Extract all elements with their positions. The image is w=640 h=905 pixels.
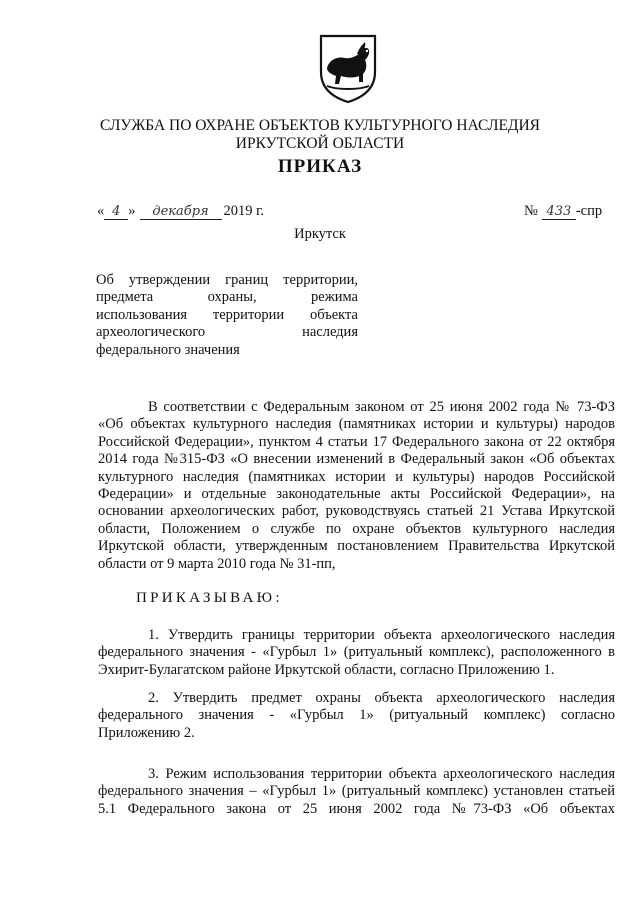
date-open-quote: « [97, 203, 105, 219]
order-word-prikazyvayu: ПРИКАЗЫВАЮ: [136, 590, 283, 606]
number-prefix: № [524, 203, 538, 219]
date-day-handwritten: 4 [104, 204, 128, 220]
subject-line: Об утверждении границ территории, [96, 272, 358, 288]
order-date [97, 203, 264, 220]
number-value-handwritten: 433 [542, 204, 576, 220]
subject-line: федерального значения [96, 341, 240, 358]
date-month-handwritten: декабря [140, 204, 222, 220]
order-item-2: 2. Утвердить предмет охраны объекта археологического наследия федерального значения - «Гурбыл 1» (ритуальный комплекс) согласно Приложению 2. [98, 690, 615, 741]
order-number [524, 203, 602, 220]
document-type-title: ПРИКАЗ [277, 156, 363, 177]
order-item-1: 1. Утвердить границы территории объекта археологического наследия федерального значения - «Гурбыл 1» (ритуальный комплекс), расположенного в Эхирит-Булагатском районе Иркутской области, согласно Приложению 1. [98, 627, 615, 678]
subject-line: предмета охраны, режима [96, 289, 358, 306]
city-name: Иркутск [294, 226, 346, 242]
subject-line: археологического наследия [96, 324, 358, 341]
date-year: 2019 г. [223, 203, 265, 219]
subject-line: использования территории объекта [96, 306, 358, 323]
order-subject [96, 272, 358, 359]
number-suffix: -спр [575, 203, 603, 219]
date-close-quote: » [128, 203, 136, 219]
order-item-3: 3. Режим использования территории объекта археологического наследия федерального значения – «Гурбыл 1» (ритуальный комплекс) установлен статьей 5.1 Федерального закона от 25 июня 2002 года №73-ФЗ «Об объектах [98, 766, 615, 817]
preamble-paragraph: В соответствии с Федеральным законом от 25 июня 2002 года № 73-ФЗ «Об объектах культурного наследия (памятниках истории и культуры) народов Российской Федерации», пунктом 4 статьи 17 Федерального закона от 22 октября 2014 года №315-ФЗ «О внесении изменений в Федеральный закон «Об объектах культурного наследия (памятниках истории и культуры) народов Российской Федерации» и отдельные законодательные акты Российской Федерации», на основании археологических работ, руководствуясь статьей 21 Устава Иркутской области, Положением о службе по охране объектов культурного наследия Иркутской области, утвержденным постановлением Правительства Иркутской области от 9 марта 2010 года № 31-пп, [98, 399, 615, 572]
organization-name-line2: ИРКУТСКОЙ ОБЛАСТИ [235, 135, 405, 152]
coat-of-arms-emblem [317, 32, 379, 104]
organization-name-line1: СЛУЖБА ПО ОХРАНЕ ОБЪЕКТОВ КУЛЬТУРНОГО НАСЛЕДИЯ [99, 117, 541, 134]
